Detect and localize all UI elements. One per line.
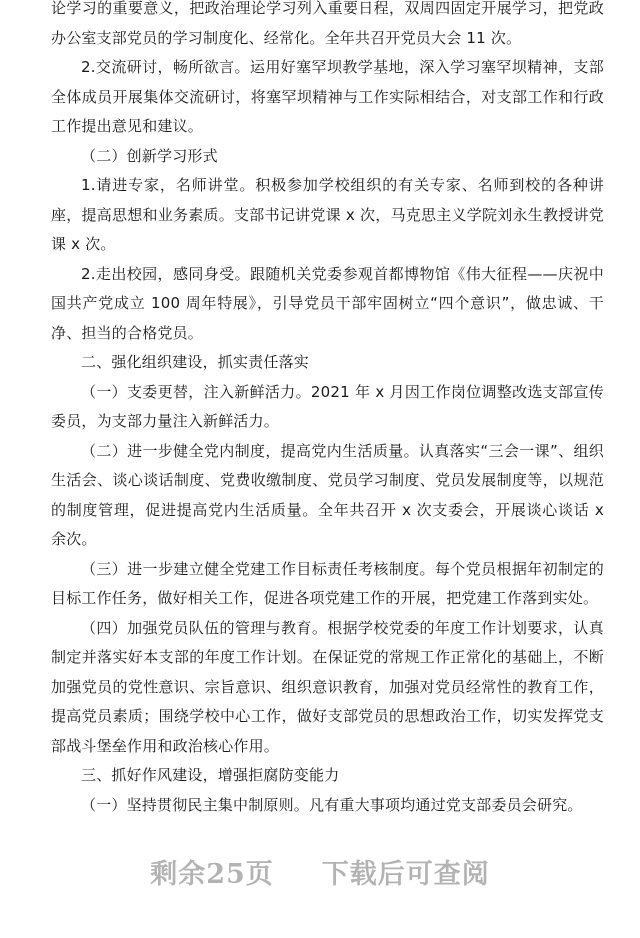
paragraph: 2.交流研讨，畅所欲言。运用好塞罕坝教学基地，深入学习塞罕坝精神，支部全体成员开展集体交流研讨，将塞罕坝精神与工作实际相结合，对支部工作和行政工作提出意见和建议。 (51, 58, 604, 135)
paragraph: （一）支委更替，注入新鲜活力。2021 年 x 月因工作岗位调整改选支部宣传委员，为支部力量注入新鲜活力。 (51, 382, 604, 430)
paragraph: 论学习的重要意义，把政治理论学习列入重要日程，双周四固定开展学习，把党政办公室支部党员的学习制度化、经常化。全年共召开党员大会 11 次。 (51, 0, 604, 47)
remaining-pages-text: 剩余25页 (150, 859, 274, 890)
download-prompt[interactable] (0, 852, 640, 891)
section-heading: 三、抓好作风建设，增强拒腐防变能力 (81, 766, 340, 784)
paragraph: （二）进一步健全党内制度，提高党内生活质量。认真落实“三会一课”、组织生活会、谈心谈话制度、党费收缴制度、党员学习制度、党员发展制度等，以规范的制度管理，促进提高党内生活质量。全年共召开 x 次支委会，开展谈心谈话 x 余次。 (51, 441, 604, 548)
paragraph: （一）坚持贯彻民主集中制原则。凡有重大事项均通过党支部委员会研究。 (81, 795, 583, 814)
paragraph: （四）加强党员队伍的管理与教育。根据学校党委的年度工作计划要求，认真制定并落实好本支部的年度工作计划。在保证党的常规工作正常化的基础上，不断加强党员的党性意识、宗旨意识、组织意识教育，加强对党员经常性的教育工作，提高党员素质；围绕学校中心工作，做好支部党员的思想政治工作，切实发挥党支部战斗堡垒作用和政治核心作用。 (51, 618, 604, 755)
section-heading: 二、强化组织建设，抓实责任落实 (81, 353, 310, 371)
paragraph: （三）进一步建立健全党建工作目标责任考核制度。每个党员根据年初制定的目标工作任务，做好相关工作，促进各项党建工作的开展，把党建工作落到实处。 (51, 559, 604, 607)
section-subheading: （二）创新学习形式 (81, 146, 218, 165)
paragraph: 1.请进专家，名师讲堂。积极参加学校组织的有关专家、名师到校的各种讲座，提高思想和业务素质。支部书记讲党课 x 次，马克思主义学院刘永生教授讲党课 x 次。 (51, 176, 604, 253)
paragraph: 2.走出校园，感同身受。跟随机关党委参观首都博物馆《伟大征程——庆祝中国共产党成立 100 周年特展》，引导党员干部牢固树立“四个意识”，做忠诚、干净、担当的合格党员。 (51, 264, 604, 342)
download-to-view-text: 下载后可查阅 (321, 859, 490, 890)
